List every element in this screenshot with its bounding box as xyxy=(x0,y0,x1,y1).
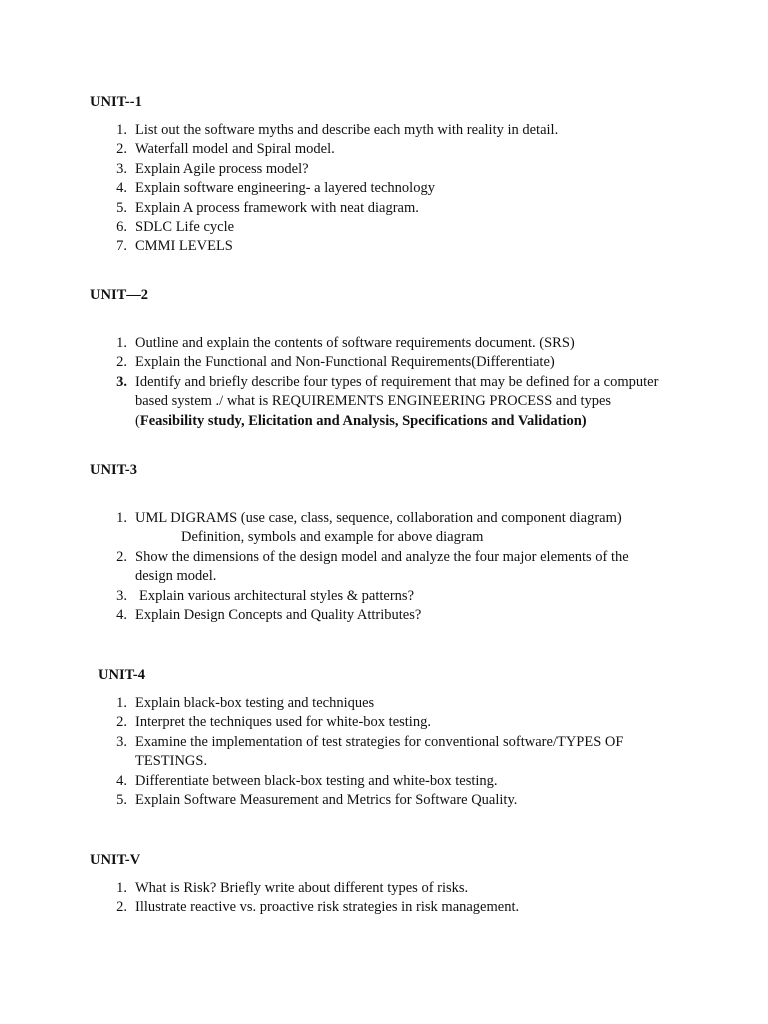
item-number: 2. xyxy=(116,548,127,565)
unit-2-list xyxy=(109,334,669,431)
item-text: Explain A process framework with neat diagram. xyxy=(135,199,419,216)
item-text: Interpret the techniques used for white-box testing. xyxy=(135,714,431,731)
item-text: Outline and explain the contents of software requirements document. (SRS) xyxy=(135,335,575,351)
list-item xyxy=(109,587,669,606)
list-item xyxy=(109,353,669,372)
list-item xyxy=(109,237,669,256)
item-number: 1. xyxy=(116,695,127,711)
item-text: Differentiate between black-box testing and white-box testing. xyxy=(135,772,498,789)
unit-4-list xyxy=(109,694,669,810)
item-number: 2. xyxy=(116,714,127,731)
list-item xyxy=(109,179,669,198)
unit-3-heading: UNIT-3 xyxy=(90,462,138,478)
list-item xyxy=(109,733,669,772)
item-number: 1. xyxy=(116,335,127,351)
item-number: 3. xyxy=(116,373,127,390)
list-item xyxy=(109,509,669,548)
item-number: 2. xyxy=(116,354,127,371)
item-text: Explain software engineering- a layered technology xyxy=(135,180,435,197)
item-text: UML DIGRAMS (use case, class, sequence, collaboration and component diagram) xyxy=(135,510,622,526)
unit-5-list xyxy=(109,879,669,918)
item-text: Explain the Functional and Non-Functional Requirements(Differentiate) xyxy=(135,354,555,371)
list-item xyxy=(109,694,669,713)
item-text: Show the dimensions of the design model and analyze the four major elements of the design model. xyxy=(135,548,629,585)
item-number: 2. xyxy=(116,141,127,158)
item-number: 4. xyxy=(116,772,127,789)
item-text: Explain Agile process model? xyxy=(135,160,309,177)
list-item xyxy=(109,160,669,179)
list-item xyxy=(109,334,669,353)
item-number: 2. xyxy=(116,899,127,916)
unit-5-heading: UNIT-V xyxy=(90,852,141,868)
item-text: CMMI LEVELS xyxy=(135,238,233,255)
item-text: Explain Software Measurement and Metrics for Software Quality. xyxy=(135,792,518,809)
item-number: 4. xyxy=(116,180,127,197)
item-number: 5. xyxy=(116,199,127,216)
item-text: Explain various architectural styles & patterns? xyxy=(139,587,415,604)
item-text: List out the software myths and describe each myth with reality in detail. xyxy=(135,122,559,138)
item-number: 3. xyxy=(116,733,127,750)
list-item xyxy=(109,606,669,625)
item-number: 6. xyxy=(116,219,127,236)
item-number: 3. xyxy=(116,160,127,177)
item-number: 7. xyxy=(116,238,127,255)
item-number: 5. xyxy=(116,792,127,809)
list-item xyxy=(109,199,669,218)
item-number: 1. xyxy=(116,122,127,138)
item-number: 3. xyxy=(116,587,127,604)
item-text: Identify and briefly describe four types of requirement that may be defined for a computer based system ./ what is REQUIREMENTS ENGINEERING PROCESS and types ( xyxy=(135,373,659,429)
list-item xyxy=(109,791,669,810)
list-item xyxy=(109,373,669,431)
item-bold-text: Feasibility study, Elicitation and Analysis, Specifications and Validation) xyxy=(139,412,587,429)
item-subtext: Definition, symbols and example for above diagram xyxy=(181,529,484,546)
unit-1-heading: UNIT--1 xyxy=(90,94,142,110)
item-text: Waterfall model and Spiral model. xyxy=(135,141,335,158)
list-item xyxy=(109,713,669,732)
list-item xyxy=(109,898,669,917)
list-item xyxy=(109,879,669,898)
item-text: Examine the implementation of test strategies for conventional software/TYPES OF TESTINGS. xyxy=(135,733,624,770)
list-item xyxy=(109,548,669,587)
item-text: SDLC Life cycle xyxy=(135,219,235,236)
item-number: 4. xyxy=(116,607,127,624)
item-text: Explain black-box testing and techniques xyxy=(135,695,375,711)
unit-4-heading: UNIT-4 xyxy=(98,667,146,683)
list-item xyxy=(109,121,669,140)
item-text: Illustrate reactive vs. proactive risk strategies in risk management. xyxy=(135,899,520,916)
list-item xyxy=(109,140,669,159)
unit-3-list xyxy=(109,509,669,625)
item-number: 1. xyxy=(116,510,127,526)
unit-2-heading: UNIT—2 xyxy=(90,287,149,303)
item-text: What is Risk? Briefly write about different types of risks. xyxy=(135,880,469,896)
list-item xyxy=(109,772,669,791)
item-text: Explain Design Concepts and Quality Attributes? xyxy=(135,607,422,624)
item-number: 1. xyxy=(116,880,127,896)
list-item xyxy=(109,218,669,237)
unit-1-list xyxy=(109,121,669,257)
